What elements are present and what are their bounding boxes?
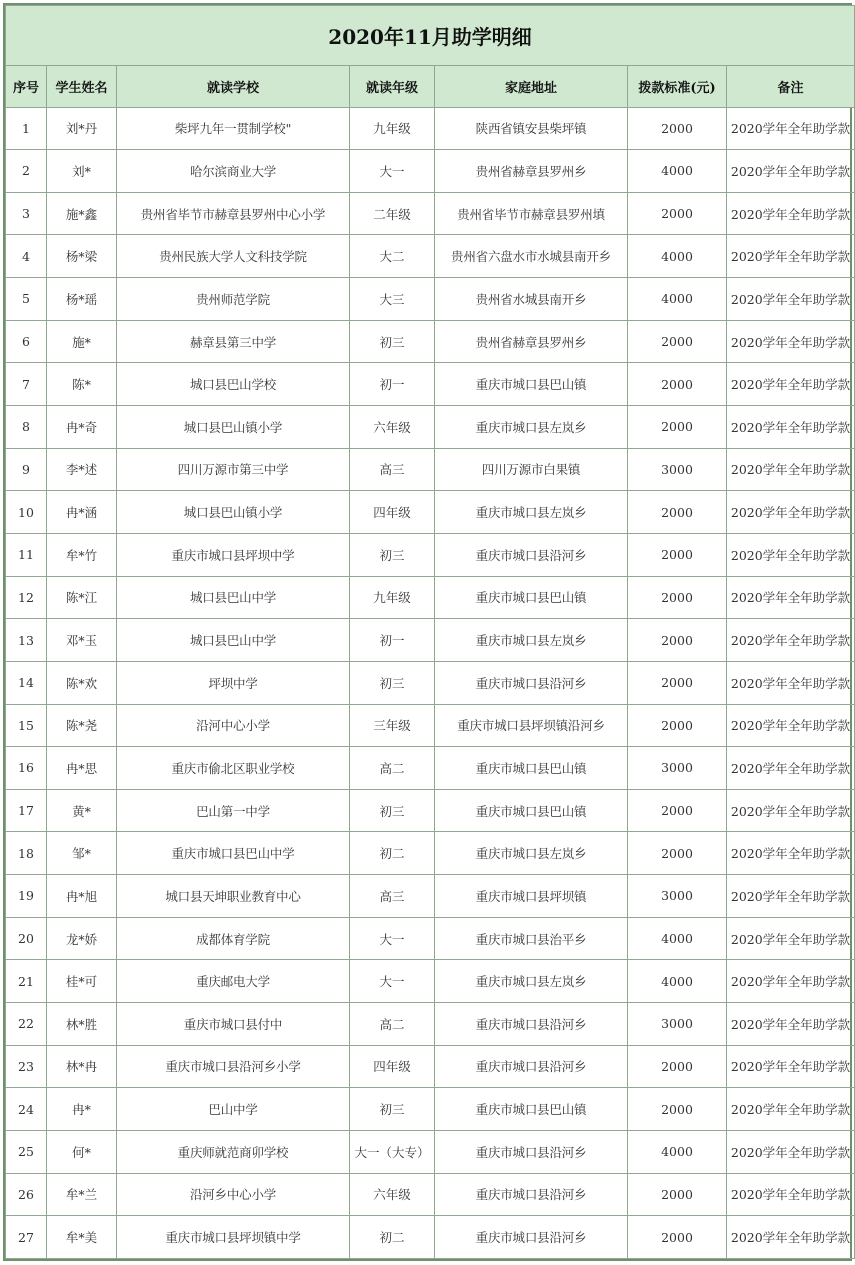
cell-school: 重庆市城口县坪坝镇中学	[117, 1216, 350, 1259]
cell-note: 2020学年全年助学款	[727, 320, 855, 363]
cell-note: 2020学年全年助学款	[727, 533, 855, 576]
table-row	[6, 150, 855, 193]
table-row	[6, 1045, 855, 1088]
cell-school: 贵州师范学院	[117, 278, 350, 321]
header-name: 学生姓名	[47, 65, 117, 107]
cell-amount: 4000	[628, 235, 727, 278]
cell-grade: 九年级	[350, 576, 435, 619]
cell-note: 2020学年全年助学款	[727, 192, 855, 235]
cell-note: 2020学年全年助学款	[727, 150, 855, 193]
cell-note: 2020学年全年助学款	[727, 448, 855, 491]
cell-address: 重庆市城口县治平乡	[435, 917, 628, 960]
table-row	[6, 235, 855, 278]
cell-name: 施*鑫	[47, 192, 117, 235]
cell-note: 2020学年全年助学款	[727, 278, 855, 321]
table-row	[6, 875, 855, 918]
cell-grade: 初二	[350, 832, 435, 875]
cell-amount: 3000	[628, 875, 727, 918]
cell-address: 重庆市城口县沿河乡	[435, 1173, 628, 1216]
cell-address: 重庆市城口县沿河乡	[435, 533, 628, 576]
cell-grade: 高三	[350, 448, 435, 491]
table-row	[6, 1130, 855, 1173]
cell-note: 2020学年全年助学款	[727, 1130, 855, 1173]
cell-note: 2020学年全年助学款	[727, 747, 855, 790]
cell-amount: 2000	[628, 533, 727, 576]
cell-school: 城口县巴山镇小学	[117, 491, 350, 534]
cell-name: 李*述	[47, 448, 117, 491]
cell-address: 陕西省镇安县柴坪镇	[435, 107, 628, 150]
cell-address: 重庆市城口县巴山镇	[435, 1088, 628, 1131]
cell-name: 杨*瑶	[47, 278, 117, 321]
cell-no: 14	[6, 661, 47, 704]
cell-no: 24	[6, 1088, 47, 1131]
cell-note: 2020学年全年助学款	[727, 406, 855, 449]
cell-amount: 2000	[628, 107, 727, 150]
cell-address: 重庆市城口县坪坝镇沿河乡	[435, 704, 628, 747]
cell-school: 城口县天坤职业教育中心	[117, 875, 350, 918]
cell-grade: 大一（大专）	[350, 1130, 435, 1173]
cell-note: 2020学年全年助学款	[727, 1216, 855, 1259]
cell-address: 重庆市城口县巴山镇	[435, 363, 628, 406]
cell-amount: 4000	[628, 1130, 727, 1173]
cell-note: 2020学年全年助学款	[727, 832, 855, 875]
cell-no: 13	[6, 619, 47, 662]
table-row	[6, 448, 855, 491]
header-note: 备注	[727, 65, 855, 107]
cell-no: 16	[6, 747, 47, 790]
cell-address: 重庆市城口县巴山镇	[435, 789, 628, 832]
cell-amount: 3000	[628, 448, 727, 491]
cell-note: 2020学年全年助学款	[727, 235, 855, 278]
cell-name: 林*冉	[47, 1045, 117, 1088]
table-row	[6, 1002, 855, 1045]
cell-school: 贵州民族大学人文科技学院	[117, 235, 350, 278]
cell-grade: 大一	[350, 917, 435, 960]
cell-no: 11	[6, 533, 47, 576]
cell-name: 冉*	[47, 1088, 117, 1131]
table-row	[6, 1216, 855, 1259]
cell-school: 柴坪九年一贯制学校"	[117, 107, 350, 150]
cell-amount: 2000	[628, 832, 727, 875]
cell-name: 龙*娇	[47, 917, 117, 960]
cell-grade: 大一	[350, 150, 435, 193]
cell-no: 26	[6, 1173, 47, 1216]
cell-address: 重庆市城口县巴山镇	[435, 576, 628, 619]
table-row	[6, 960, 855, 1003]
cell-school: 城口县巴山中学	[117, 576, 350, 619]
table-row	[6, 576, 855, 619]
cell-grade: 初三	[350, 533, 435, 576]
cell-school: 哈尔滨商业大学	[117, 150, 350, 193]
cell-amount: 2000	[628, 704, 727, 747]
cell-note: 2020学年全年助学款	[727, 576, 855, 619]
cell-name: 冉*思	[47, 747, 117, 790]
cell-grade: 三年级	[350, 704, 435, 747]
cell-name: 陈*	[47, 363, 117, 406]
cell-school: 重庆市城口县巴山中学	[117, 832, 350, 875]
title-row	[6, 6, 855, 66]
cell-school: 重庆市偷北区职业学校	[117, 747, 350, 790]
table-title: 2020年11月助学明细	[6, 6, 855, 66]
table-row	[6, 491, 855, 534]
cell-no: 7	[6, 363, 47, 406]
cell-name: 陈*尧	[47, 704, 117, 747]
cell-amount: 2000	[628, 661, 727, 704]
cell-school: 赫章县第三中学	[117, 320, 350, 363]
cell-address: 重庆市城口县左岚乡	[435, 619, 628, 662]
table-row	[6, 747, 855, 790]
cell-school: 重庆市城口县沿河乡小学	[117, 1045, 350, 1088]
cell-school: 重庆市城口县付中	[117, 1002, 350, 1045]
cell-school: 坪坝中学	[117, 661, 350, 704]
table-row	[6, 363, 855, 406]
cell-note: 2020学年全年助学款	[727, 917, 855, 960]
table-row	[6, 192, 855, 235]
cell-school: 城口县巴山学校	[117, 363, 350, 406]
cell-address: 重庆市城口县巴山镇	[435, 747, 628, 790]
cell-name: 施*	[47, 320, 117, 363]
cell-no: 1	[6, 107, 47, 150]
cell-school: 重庆师就范商卯学校	[117, 1130, 350, 1173]
table-row	[6, 406, 855, 449]
cell-no: 17	[6, 789, 47, 832]
cell-amount: 4000	[628, 960, 727, 1003]
table-row	[6, 704, 855, 747]
cell-note: 2020学年全年助学款	[727, 1045, 855, 1088]
cell-address: 重庆市城口县坪坝镇	[435, 875, 628, 918]
cell-name: 牟*兰	[47, 1173, 117, 1216]
cell-grade: 高三	[350, 875, 435, 918]
cell-name: 林*胜	[47, 1002, 117, 1045]
cell-school: 城口县巴山中学	[117, 619, 350, 662]
cell-grade: 九年级	[350, 107, 435, 150]
cell-school: 城口县巴山镇小学	[117, 406, 350, 449]
cell-note: 2020学年全年助学款	[727, 107, 855, 150]
cell-note: 2020学年全年助学款	[727, 1173, 855, 1216]
cell-no: 19	[6, 875, 47, 918]
cell-note: 2020学年全年助学款	[727, 661, 855, 704]
cell-amount: 2000	[628, 363, 727, 406]
cell-address: 贵州省毕节市赫章县罗州填	[435, 192, 628, 235]
cell-address: 贵州省赫章县罗州乡	[435, 150, 628, 193]
cell-school: 重庆市城口县坪坝中学	[117, 533, 350, 576]
cell-name: 杨*梁	[47, 235, 117, 278]
cell-amount: 2000	[628, 789, 727, 832]
cell-grade: 初三	[350, 661, 435, 704]
header-address: 家庭地址	[435, 65, 628, 107]
cell-no: 5	[6, 278, 47, 321]
table-row	[6, 661, 855, 704]
cell-grade: 大二	[350, 235, 435, 278]
cell-address: 重庆市城口县沿河乡	[435, 661, 628, 704]
cell-name: 牟*竹	[47, 533, 117, 576]
cell-note: 2020学年全年助学款	[727, 619, 855, 662]
cell-grade: 四年级	[350, 1045, 435, 1088]
table-row	[6, 917, 855, 960]
cell-address: 四川万源市白果镇	[435, 448, 628, 491]
cell-grade: 四年级	[350, 491, 435, 534]
cell-name: 冉*奇	[47, 406, 117, 449]
subsidy-sheet	[3, 3, 852, 1261]
cell-note: 2020学年全年助学款	[727, 875, 855, 918]
cell-no: 3	[6, 192, 47, 235]
cell-address: 重庆市城口县沿河乡	[435, 1216, 628, 1259]
cell-amount: 2000	[628, 406, 727, 449]
header-grade: 就读年级	[350, 65, 435, 107]
cell-amount: 3000	[628, 747, 727, 790]
cell-grade: 大一	[350, 960, 435, 1003]
cell-amount: 2000	[628, 1173, 727, 1216]
cell-name: 何*	[47, 1130, 117, 1173]
cell-name: 刘*	[47, 150, 117, 193]
cell-grade: 二年级	[350, 192, 435, 235]
cell-amount: 2000	[628, 619, 727, 662]
cell-grade: 初三	[350, 789, 435, 832]
cell-amount: 4000	[628, 150, 727, 193]
table-row	[6, 1088, 855, 1131]
cell-no: 6	[6, 320, 47, 363]
cell-note: 2020学年全年助学款	[727, 789, 855, 832]
table-row	[6, 107, 855, 150]
cell-amount: 2000	[628, 576, 727, 619]
cell-school: 四川万源市第三中学	[117, 448, 350, 491]
cell-address: 贵州省赫章县罗州乡	[435, 320, 628, 363]
cell-amount: 2000	[628, 1045, 727, 1088]
cell-amount: 2000	[628, 320, 727, 363]
cell-address: 重庆市城口县沿河乡	[435, 1002, 628, 1045]
cell-name: 黄*	[47, 789, 117, 832]
cell-name: 邓*玉	[47, 619, 117, 662]
table-row	[6, 278, 855, 321]
cell-grade: 初一	[350, 363, 435, 406]
cell-school: 沿河乡中心小学	[117, 1173, 350, 1216]
cell-no: 10	[6, 491, 47, 534]
cell-address: 重庆市城口县左岚乡	[435, 960, 628, 1003]
cell-no: 23	[6, 1045, 47, 1088]
cell-no: 18	[6, 832, 47, 875]
table-row	[6, 789, 855, 832]
cell-note: 2020学年全年助学款	[727, 704, 855, 747]
table-row	[6, 619, 855, 662]
table-row	[6, 320, 855, 363]
cell-grade: 六年级	[350, 1173, 435, 1216]
cell-grade: 六年级	[350, 406, 435, 449]
cell-amount: 2000	[628, 192, 727, 235]
cell-school: 巴山第一中学	[117, 789, 350, 832]
cell-no: 20	[6, 917, 47, 960]
cell-address: 重庆市城口县左岚乡	[435, 832, 628, 875]
cell-school: 沿河中心小学	[117, 704, 350, 747]
cell-no: 12	[6, 576, 47, 619]
cell-name: 邹*	[47, 832, 117, 875]
cell-grade: 初一	[350, 619, 435, 662]
header-amount: 拨款标准(元)	[628, 65, 727, 107]
cell-name: 冉*涵	[47, 491, 117, 534]
cell-amount: 4000	[628, 917, 727, 960]
table-row	[6, 832, 855, 875]
header-school: 就读学校	[117, 65, 350, 107]
cell-address: 贵州省六盘水市水城县南开乡	[435, 235, 628, 278]
cell-name: 牟*美	[47, 1216, 117, 1259]
cell-address: 重庆市城口县沿河乡	[435, 1045, 628, 1088]
cell-amount: 2000	[628, 1216, 727, 1259]
cell-address: 重庆市城口县左岚乡	[435, 491, 628, 534]
header-row	[6, 65, 855, 107]
cell-no: 4	[6, 235, 47, 278]
cell-name: 陈*欢	[47, 661, 117, 704]
cell-grade: 初三	[350, 1088, 435, 1131]
cell-no: 8	[6, 406, 47, 449]
cell-grade: 高二	[350, 1002, 435, 1045]
cell-address: 重庆市城口县沿河乡	[435, 1130, 628, 1173]
cell-amount: 2000	[628, 1088, 727, 1131]
cell-amount: 3000	[628, 1002, 727, 1045]
cell-grade: 高二	[350, 747, 435, 790]
table-row	[6, 1173, 855, 1216]
cell-no: 27	[6, 1216, 47, 1259]
cell-grade: 初三	[350, 320, 435, 363]
cell-school: 贵州省毕节市赫章县罗州中心小学	[117, 192, 350, 235]
cell-no: 25	[6, 1130, 47, 1173]
cell-note: 2020学年全年助学款	[727, 363, 855, 406]
cell-no: 21	[6, 960, 47, 1003]
cell-address: 贵州省水城县南开乡	[435, 278, 628, 321]
cell-name: 桂*可	[47, 960, 117, 1003]
cell-note: 2020学年全年助学款	[727, 491, 855, 534]
cell-no: 2	[6, 150, 47, 193]
cell-school: 重庆邮电大学	[117, 960, 350, 1003]
cell-note: 2020学年全年助学款	[727, 1002, 855, 1045]
cell-grade: 大三	[350, 278, 435, 321]
cell-name: 冉*旭	[47, 875, 117, 918]
header-no: 序号	[6, 65, 47, 107]
cell-note: 2020学年全年助学款	[727, 960, 855, 1003]
cell-no: 9	[6, 448, 47, 491]
cell-address: 重庆市城口县左岚乡	[435, 406, 628, 449]
cell-note: 2020学年全年助学款	[727, 1088, 855, 1131]
cell-school: 成都体育学院	[117, 917, 350, 960]
cell-name: 陈*江	[47, 576, 117, 619]
cell-name: 刘*丹	[47, 107, 117, 150]
table-row	[6, 533, 855, 576]
cell-school: 巴山中学	[117, 1088, 350, 1131]
cell-amount: 2000	[628, 491, 727, 534]
subsidy-table	[5, 5, 855, 1259]
cell-no: 22	[6, 1002, 47, 1045]
cell-grade: 初二	[350, 1216, 435, 1259]
cell-no: 15	[6, 704, 47, 747]
cell-amount: 4000	[628, 278, 727, 321]
